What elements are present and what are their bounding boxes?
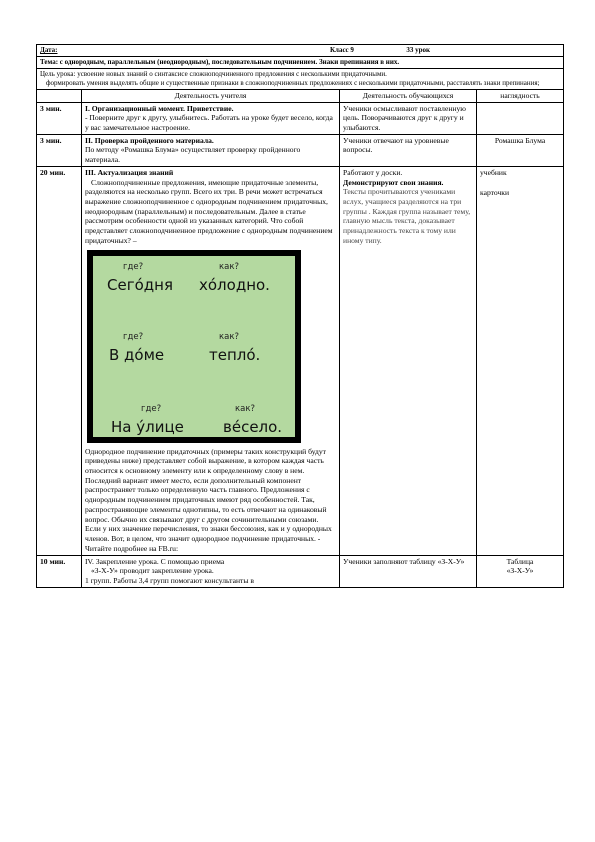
resources-cell <box>477 166 564 555</box>
resource-table: Таблица <box>506 556 534 566</box>
time-cell: 3 мин. <box>37 102 82 134</box>
question-label: как? <box>219 261 239 272</box>
question-label: где? <box>123 331 144 342</box>
resources-cell <box>477 555 564 587</box>
resources-column-header: наглядность <box>477 89 564 102</box>
student-title-2: Демонстрируют свои знания. <box>343 177 444 187</box>
teacher-cell <box>82 555 340 587</box>
time-cell: 3 мин. <box>37 134 82 166</box>
topic: Тема: с однородным, параллельным (неоднородным), последовательным подчинением. Знаки препинания в них. <box>37 56 564 68</box>
adverb-picture-background <box>93 256 295 437</box>
teacher-cell <box>82 166 340 555</box>
stage-text-2: Однородное подчинение придаточных (примеры таких конструкций будут приведены ниже) представляет собой выражение, в котором каждая часть относится к основному элементу или к определенному слову в нем. Последний вариант имеет место, если дополнительный компонент распространяет только определенную часть главного. Предложения с однородным подчинением придаточных имеют ряд особенностей. Так, распространяющие элементы однотипны, то есть отвечают на одинаковый вопрос. Обычно их связывают друг с другом сочинительными союзами. Если у них значение перечисления, то знаки бессоюзия, как и у однородных членов. Вот, в целом, что значит однородное подчинение придаточных. - Читайте подробнее на FB.ru: <box>85 446 332 553</box>
word-label: В до́ме <box>109 345 165 364</box>
word-label: ве́село. <box>223 417 283 436</box>
question-label: как? <box>219 331 239 342</box>
word-label: тепло́. <box>209 345 261 364</box>
header-date-row <box>37 45 564 57</box>
resources-cell: Ромашка Блума <box>477 134 564 166</box>
stage-text: По методу «Ромашка Блума» осуществляет проверку пройденного материала. <box>85 145 301 165</box>
time-column-header <box>37 89 82 102</box>
word-label: хо́лодно. <box>199 275 270 294</box>
table-row <box>37 555 564 587</box>
word-label: На у́лице <box>111 417 184 436</box>
goal-1: Цель урока: усвоение новых знаний о синтаксисе сложноподчиненного предложения с несколькими придаточными. <box>40 69 387 78</box>
student-cell: Ученики заполняют таблицу «З-Х-У» <box>340 555 477 587</box>
time-cell: 10 мин. <box>37 555 82 587</box>
teacher-cell <box>82 102 340 134</box>
word-label: Сего́дня <box>107 275 173 294</box>
resources-cell <box>477 102 564 134</box>
date-label: Дата: <box>40 46 58 54</box>
teacher-column-header: Деятельность учителя <box>82 89 340 102</box>
question-label: где? <box>123 261 144 272</box>
teacher-cell <box>82 134 340 166</box>
adverb-picture <box>87 250 301 443</box>
question-label: где? <box>141 403 162 414</box>
lesson-number: 33 урок <box>406 46 431 54</box>
stage-title: III. Актуализация знаний <box>85 167 174 177</box>
resource-cards: карточки <box>480 187 510 197</box>
class-label: Класс 9 <box>329 46 354 54</box>
resource-table-name: «З-Х-У» <box>506 566 534 576</box>
time-cell: 20 мин. <box>37 166 82 555</box>
question-label: как? <box>235 403 255 414</box>
stage-title: IV. Закрепление урока. С помощью приема <box>85 556 225 566</box>
stage-text: «З-Х-У» проводит закрепление урока. <box>91 566 214 576</box>
stage-title: II. Проверка пройденного материала. <box>85 135 214 145</box>
lesson-table <box>36 44 564 588</box>
student-title: Работают у доски. <box>343 167 403 177</box>
table-row <box>37 102 564 134</box>
stage-text-2: 1 групп. Работы 3,4 групп помогают консультанты в <box>85 575 254 585</box>
student-cell: Ученики отвечают на уровневые вопросы. <box>340 134 477 166</box>
goal-2: формировать умения выделять общие и существенные признаки в сложноподчиненных предложениях с несколькими придаточными, расставлять знаки препинания; <box>46 78 540 87</box>
student-column-header: Деятельность обучающихся <box>340 89 477 102</box>
lesson-plan <box>36 44 563 588</box>
stage-text: - Поверните друг к другу, улыбнитесь. Работать на уроке будет весело, когда у вас замечательное настроение. <box>85 113 333 132</box>
student-cell: Ученики осмысливают поставленную цель. Поворачиваются друг к другу и улыбаются. <box>340 102 477 134</box>
lesson-goals <box>37 68 564 89</box>
student-cell <box>340 166 477 555</box>
resource-textbook: учебник <box>480 167 507 177</box>
stage-text: Сложноподчиненные предложения, имеющие придаточные элементы, разделяются на несколько групп. Всего их три. В речи может встречаться выражение сложноподчиненное с однородным подчинением придаточных, неоднородным (параллельным) и последовательным. Далее в статье рассмотрим особенности одной из указанных категорий. Что собой представляет сложноподчиненное предложение с однородным подчинением придаточных? – <box>85 177 333 245</box>
student-text: Тексты прочитываются учениками вслух, учащиеся разделяются на три группы . Каждая группа называет тему, главную мысль текста, доказывает принадлежность текста к тому или иному типу. <box>343 187 471 245</box>
table-row <box>37 134 564 166</box>
table-row <box>37 166 564 555</box>
stage-title: I. Организационный момент. Приветствие. <box>85 103 234 113</box>
